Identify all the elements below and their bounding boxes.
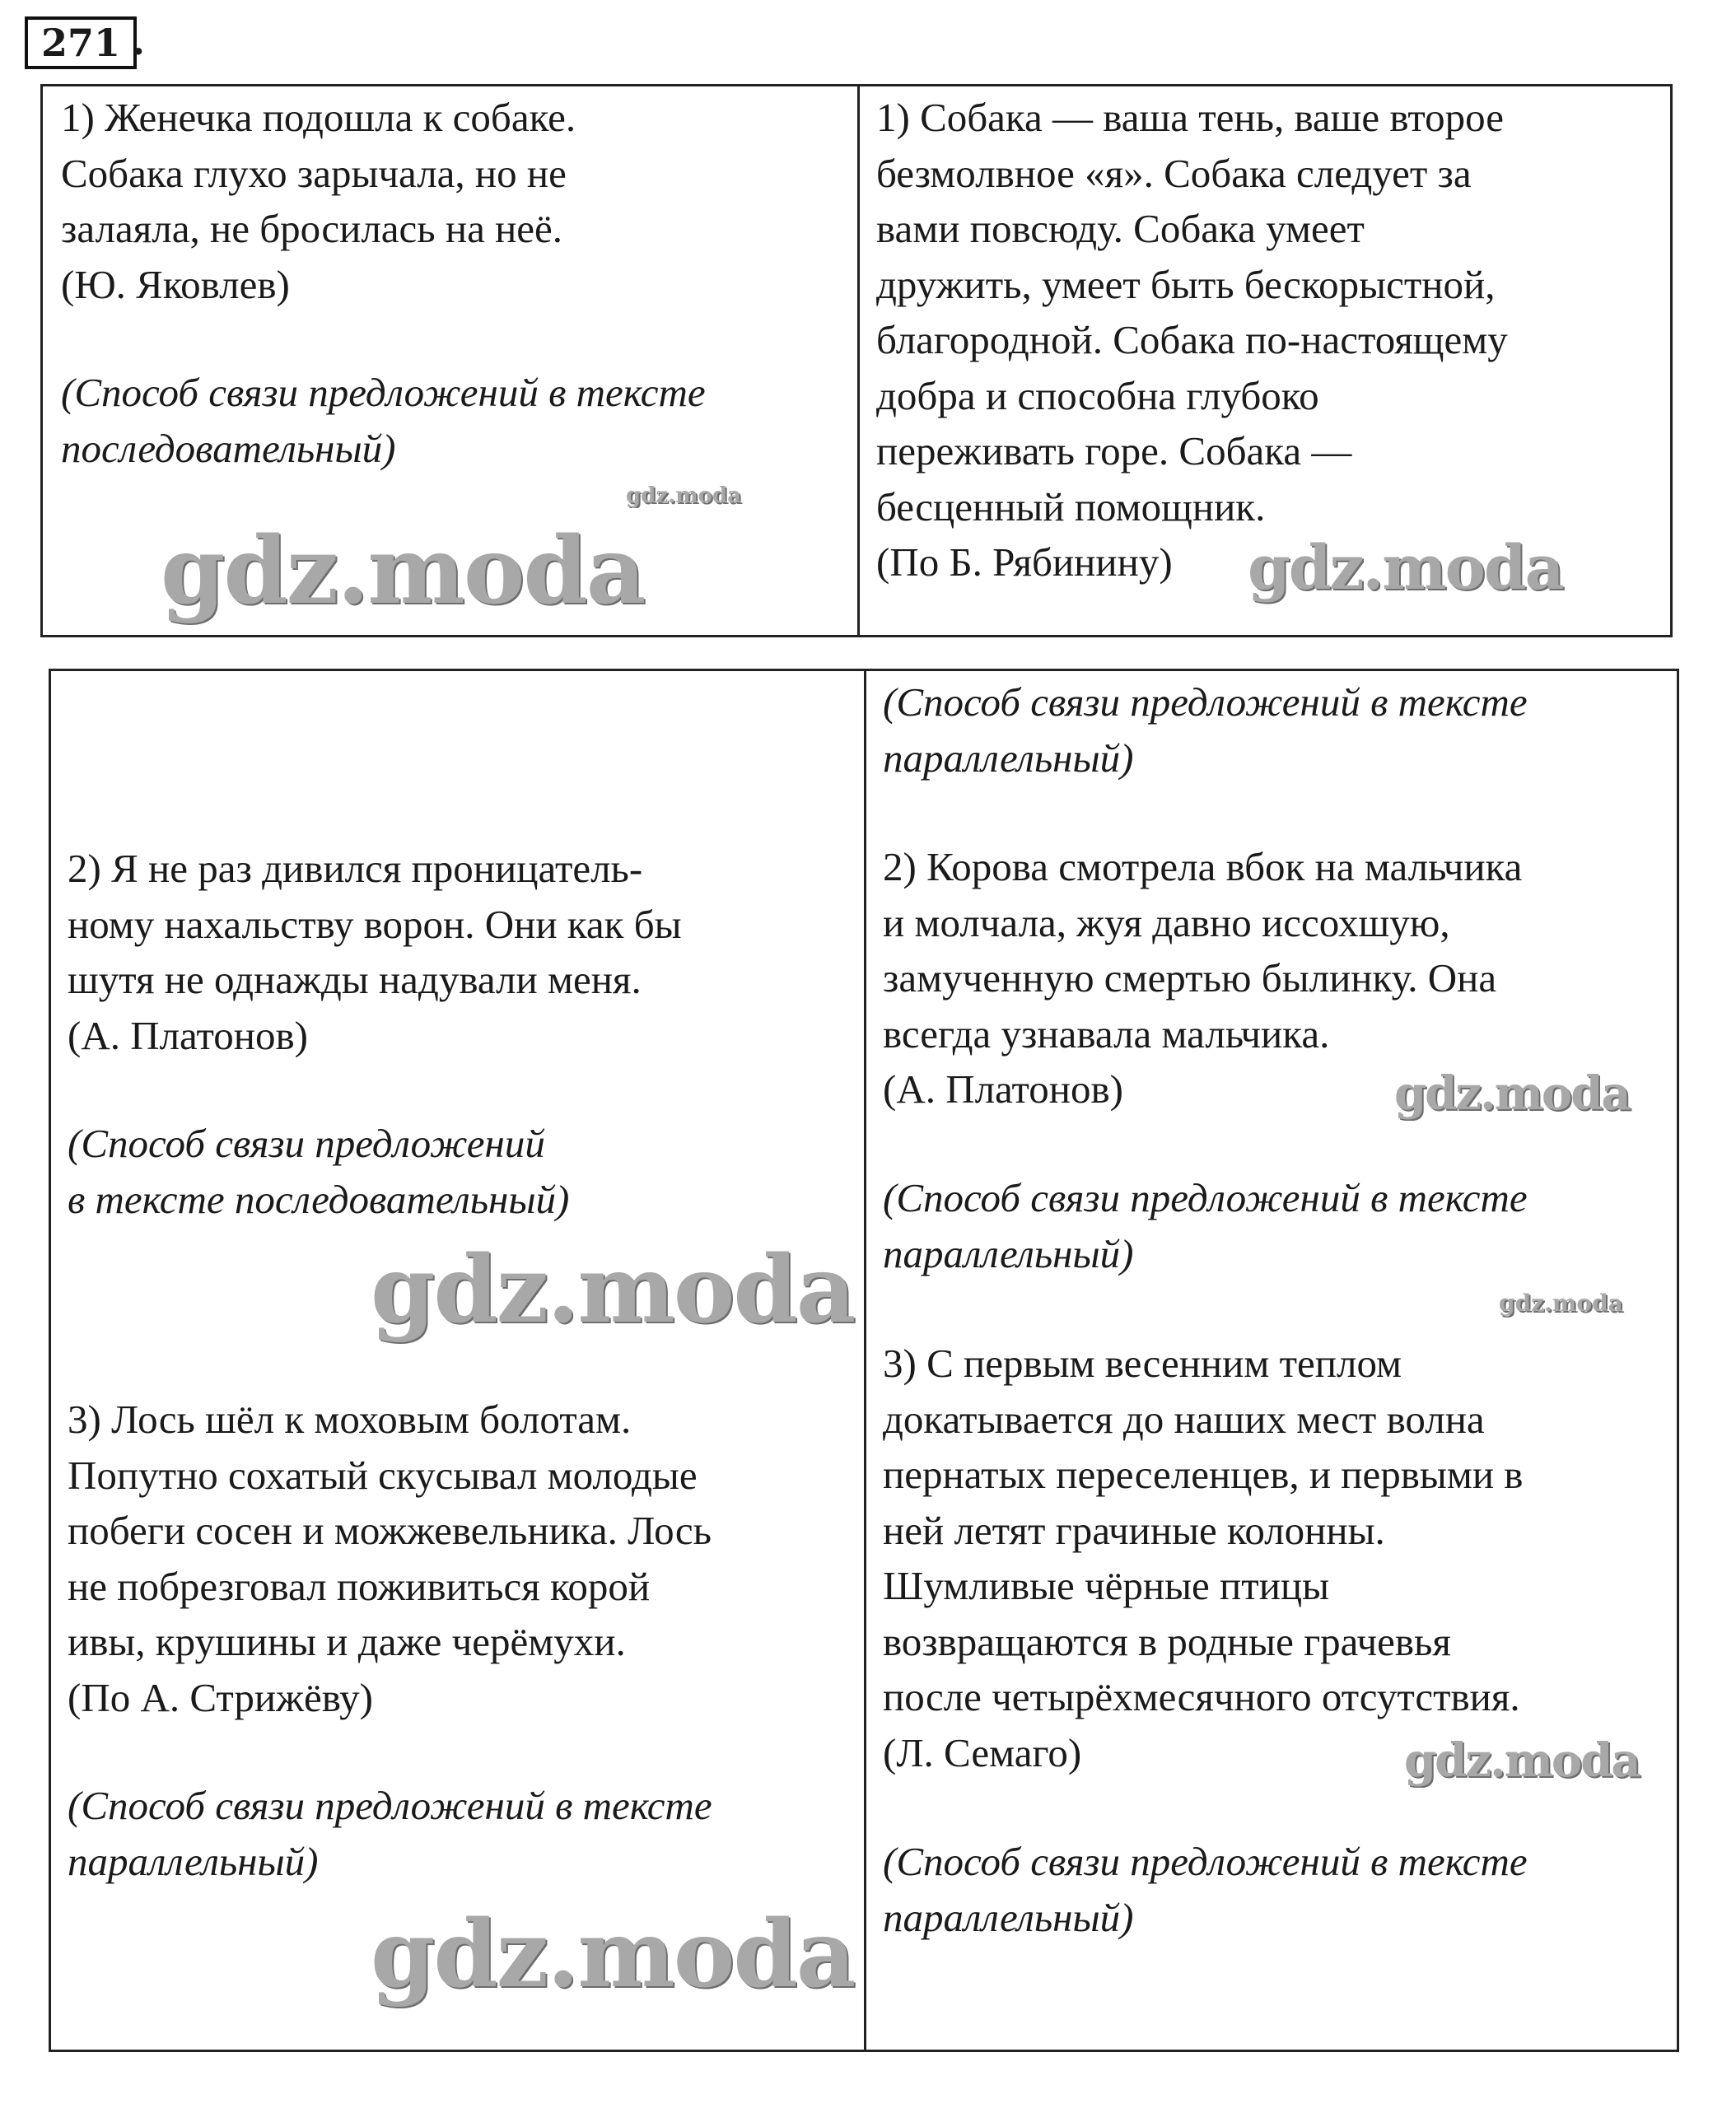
t2-right-note-3: (Способ связи предложений в тексте параллельный) <box>883 1839 1528 1940</box>
watermark: gdz.moda <box>1394 1066 1630 1121</box>
t2-left-text-2: 2) Я не раз дивился проницатель- ному нахальству ворон. Они как бы шутя не однажды надували меня. (А. Платонов) <box>68 846 682 1058</box>
exercise-number: 271 <box>25 16 137 69</box>
t2-right-note-1: (Способ связи предложений в тексте параллельный) <box>883 679 1528 781</box>
t2-right-text-3: 3) С первым весенним теплом докатывается до наших мест волна пернатых переселенцев, и первыми в ней летят грачиные колонны. Шумливые чёрные птицы возвращаются в родные грачевья после четырёхмесячного отсутствия. (Л. Семаго) <box>883 1341 1524 1775</box>
column-divider <box>857 86 860 635</box>
column-divider <box>864 671 866 2050</box>
t2-left-text-3: 3) Лось шёл к моховым болотам. Попутно сохатый скусывал молодые побеги сосен и можжевельника. Лось не побрезговал поживиться корой ивы, крушины и даже черёмухи. (По А. Стрижёву) <box>68 1397 712 1720</box>
watermark: gdz.moda <box>1404 1733 1640 1788</box>
t2-right-text-2: 2) Корова смотрела вбок на мальчика и молчала, жуя давно иссохшую, замученную смертью былинку. Она всегда узнавала мальчика. (А. Платонов) <box>883 844 1523 1112</box>
t2-left-note-2: (Способ связи предложений в тексте последовательный) <box>68 1121 570 1222</box>
exercise-number-dot: . <box>132 19 146 63</box>
t2-left-note-3: (Способ связи предложений в тексте параллельный) <box>68 1783 712 1884</box>
watermark: gdz.moda <box>1499 1290 1623 1317</box>
t1-left-note: (Способ связи предложений в тексте последовательный) <box>61 370 706 471</box>
t1-left-text: 1) Женечка подошла к собаке. Собака глухо зарычала, но не залаяла, не бросилась на неё. (Ю. Яковлев) <box>61 95 576 307</box>
watermark: gdz.moda <box>371 1236 855 1344</box>
watermark: gdz.moda <box>626 483 742 508</box>
watermark: gdz.moda <box>1248 533 1563 604</box>
t2-right-note-2: (Способ связи предложений в тексте параллельный) <box>883 1175 1528 1276</box>
watermark: gdz.moda <box>371 1901 855 2008</box>
watermark: gdz.moda <box>161 517 645 625</box>
t1-right-text: 1) Собака — ваша тень, ваше второе безмолвное «я». Собака следует за вами повсюду. Собака умеет дружить, умеет быть бескорыстной, благородной. Собака по-настоящему добра и способна глубоко переживать горе. Собака — бесценный помощник. (По Б. Рябинину) <box>876 95 1508 585</box>
